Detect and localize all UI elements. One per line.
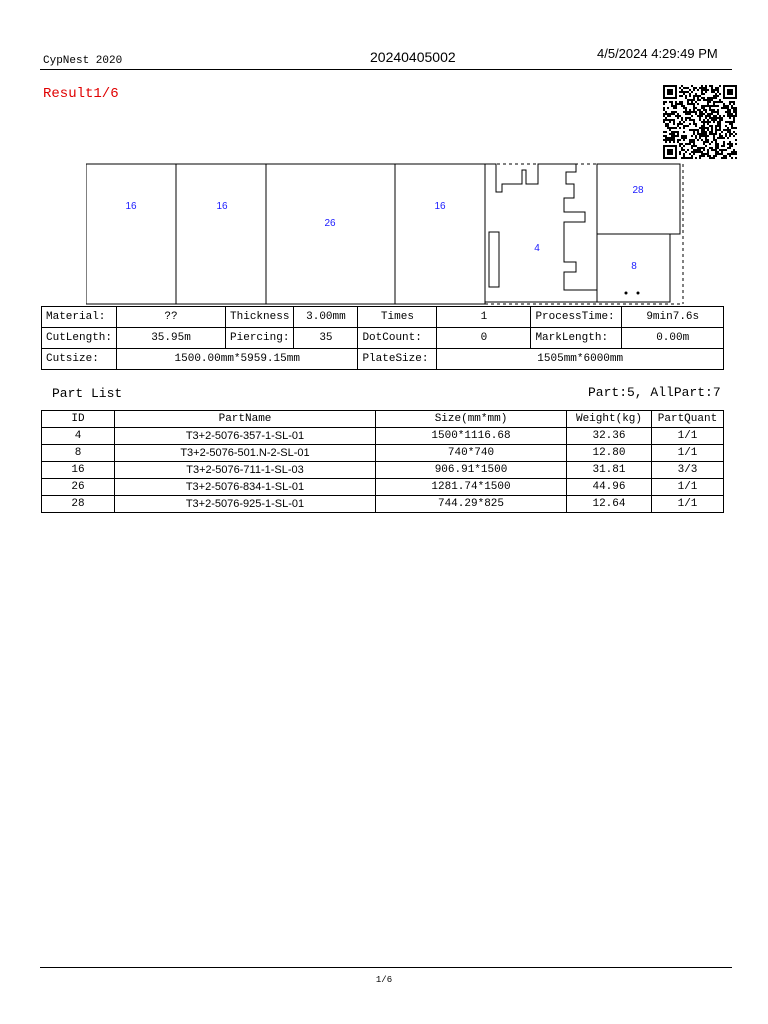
table-cell: 28	[42, 496, 115, 513]
table-cell: 1/1	[652, 479, 724, 496]
table-cell: 906.91*1500	[376, 462, 567, 479]
table-cell: 1/1	[652, 428, 724, 445]
material-value: ??	[117, 307, 226, 328]
hole	[637, 292, 640, 295]
material-label: Material:	[42, 307, 117, 328]
dot-count-label: DotCount:	[358, 328, 437, 349]
table-row	[42, 479, 724, 496]
table-cell: 26	[42, 479, 115, 496]
table-cell: 4	[42, 428, 115, 445]
table-cell: 8	[42, 445, 115, 462]
thickness-label: Thickness	[226, 307, 294, 328]
piercing-label: Piercing:	[226, 328, 294, 349]
table-cell: 12.64	[567, 496, 652, 513]
header-divider	[40, 69, 732, 70]
col-id: ID	[42, 411, 115, 428]
table-cell: T3+2-5076-501.N-2-SL-01	[115, 445, 376, 462]
table-cell: T3+2-5076-711-1-SL-03	[115, 462, 376, 479]
nesting-plate-diagram	[86, 162, 686, 306]
footer-divider	[40, 967, 732, 968]
part-label: 8	[631, 261, 637, 272]
part-4-outline	[485, 164, 597, 302]
table-cell: 1/1	[652, 496, 724, 513]
mark-length-value: 0.00m	[622, 328, 724, 349]
table-cell: T3+2-5076-357-1-SL-01	[115, 428, 376, 445]
table-row	[42, 496, 724, 513]
part-label: 16	[125, 201, 137, 212]
part-list-table	[41, 410, 724, 513]
part-label: 4	[534, 243, 540, 254]
thickness-value: 3.00mm	[294, 307, 358, 328]
part-16-c	[395, 164, 485, 304]
process-time-label: ProcessTime:	[531, 307, 622, 328]
col-size: Size(mm*mm)	[376, 411, 567, 428]
hole	[625, 292, 628, 295]
process-time-value: 9min7.6s	[622, 307, 724, 328]
table-cell: 1500*1116.68	[376, 428, 567, 445]
part-label: 16	[216, 201, 228, 212]
table-row	[42, 462, 724, 479]
table-cell: 1281.74*1500	[376, 479, 567, 496]
page-number: 1/6	[375, 975, 393, 985]
part-16-b	[176, 164, 266, 304]
part-26	[266, 164, 395, 304]
cutsize-label: Cutsize:	[42, 349, 117, 370]
table-cell: 32.36	[567, 428, 652, 445]
table-row	[42, 445, 724, 462]
part-label: 28	[632, 185, 644, 196]
cut-length-value: 35.95m	[117, 328, 226, 349]
qr-code-icon	[663, 85, 737, 159]
part-label: 26	[324, 218, 336, 229]
times-value: 1	[437, 307, 531, 328]
print-datetime: 4/5/2024 4:29:49 PM	[597, 46, 718, 61]
part-16-a	[86, 164, 176, 304]
table-cell: 3/3	[652, 462, 724, 479]
table-cell: 12.80	[567, 445, 652, 462]
platesize-label: PlateSize:	[358, 349, 437, 370]
col-partname: PartName	[115, 411, 376, 428]
table-row	[42, 428, 724, 445]
table-cell: T3+2-5076-925-1-SL-01	[115, 496, 376, 513]
dot-count-value: 0	[437, 328, 531, 349]
app-name: CypNest 2020	[43, 55, 123, 67]
piercing-value: 35	[294, 328, 358, 349]
info-table	[41, 306, 724, 370]
table-cell: 31.81	[567, 462, 652, 479]
cut-length-label: CutLength:	[42, 328, 117, 349]
part-list-title: Part List	[52, 386, 123, 401]
times-label: Times	[358, 307, 437, 328]
table-cell: 44.96	[567, 479, 652, 496]
part-count: Part:5, AllPart:7	[588, 385, 721, 400]
part-label: 16	[434, 201, 446, 212]
col-weight: Weight(kg)	[567, 411, 652, 428]
table-cell: 740*740	[376, 445, 567, 462]
table-cell: 1/1	[652, 445, 724, 462]
table-cell: T3+2-5076-834-1-SL-01	[115, 479, 376, 496]
table-cell: 16	[42, 462, 115, 479]
part-28	[597, 164, 680, 234]
platesize-value: 1505mm*6000mm	[437, 349, 724, 370]
cutsize-value: 1500.00mm*5959.15mm	[117, 349, 358, 370]
document-id: 20240405002	[370, 49, 456, 65]
col-quantity: PartQuant	[652, 411, 724, 428]
mark-length-label: MarkLength:	[531, 328, 622, 349]
part-4-slot	[489, 232, 499, 287]
table-cell: 744.29*825	[376, 496, 567, 513]
result-index: Result1/6	[43, 86, 119, 102]
